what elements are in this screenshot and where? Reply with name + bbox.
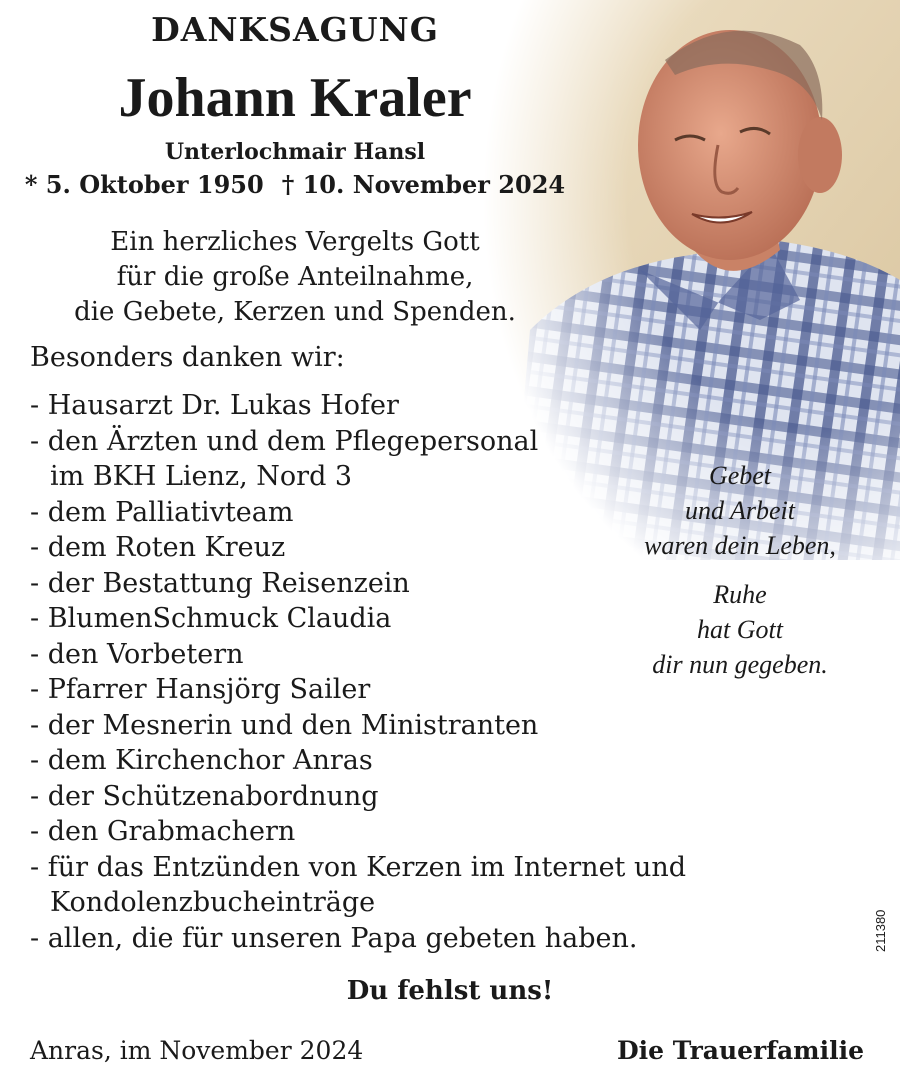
list-item: - dem Kirchenchor Anras — [30, 745, 373, 776]
list-item: - BlumenSchmuck Claudia — [30, 603, 392, 634]
heading: DANKSAGUNG — [151, 10, 439, 49]
nickname: Unterlochmair Hansl — [164, 139, 426, 165]
special-thanks-list — [30, 388, 686, 956]
list-item: - der Schützenabordnung — [30, 780, 379, 812]
list-item: - Hausarzt Dr. Lukas Hofer — [30, 390, 399, 421]
list-item: - den Ärzten und dem Pflegepersonal — [30, 425, 539, 457]
list-item: - dem Roten Kreuz — [30, 532, 286, 563]
thanks-line: Ein herzliches Vergelts Gott — [110, 227, 480, 257]
poem-line: Ruhe — [713, 580, 767, 609]
list-item: im BKH Lienz, Nord 3 — [50, 461, 353, 492]
list-item: - der Bestattung Reisenzein — [30, 567, 410, 599]
signature: Die Trauerfamilie — [617, 1036, 864, 1065]
birth-date: * 5. Oktober 1950 — [24, 170, 264, 199]
thanks-message — [0, 225, 590, 330]
list-item: - der Mesnerin und den Ministranten — [30, 709, 539, 741]
ad-code: 211380 — [873, 909, 888, 952]
list-item: - den Grabmachern — [30, 816, 296, 847]
list-item: - allen, die für unseren Papa gebeten haben. — [30, 922, 638, 954]
death-date: † 10. November 2024 — [281, 170, 566, 199]
thanks-line: die Gebete, Kerzen und Spenden. — [74, 297, 516, 327]
list-item: - dem Palliativteam — [30, 496, 294, 528]
poem-line: dir nun gegeben. — [652, 650, 828, 679]
poem — [600, 458, 880, 682]
closing-line: Du fehlst uns! — [346, 976, 554, 1006]
deceased-name: Johann Kraler — [118, 67, 472, 129]
poem-line: waren dein Leben, — [644, 531, 836, 560]
life-dates — [0, 170, 590, 199]
special-thanks-heading: Besonders danken wir: — [30, 342, 345, 373]
thanks-line: für die große Anteilnahme, — [116, 262, 474, 292]
poem-line: Gebet — [708, 461, 772, 490]
poem-line: und Arbeit — [684, 496, 796, 525]
list-item: - Pfarrer Hansjörg Sailer — [30, 674, 371, 705]
list-item: - den Vorbetern — [30, 638, 244, 670]
list-item: Kondolenzbucheinträge — [50, 887, 376, 918]
place-date: Anras, im November 2024 — [30, 1036, 364, 1065]
poem-line: hat Gott — [697, 615, 783, 644]
list-item: - für das Entzünden von Kerzen im Internet und — [30, 851, 687, 883]
